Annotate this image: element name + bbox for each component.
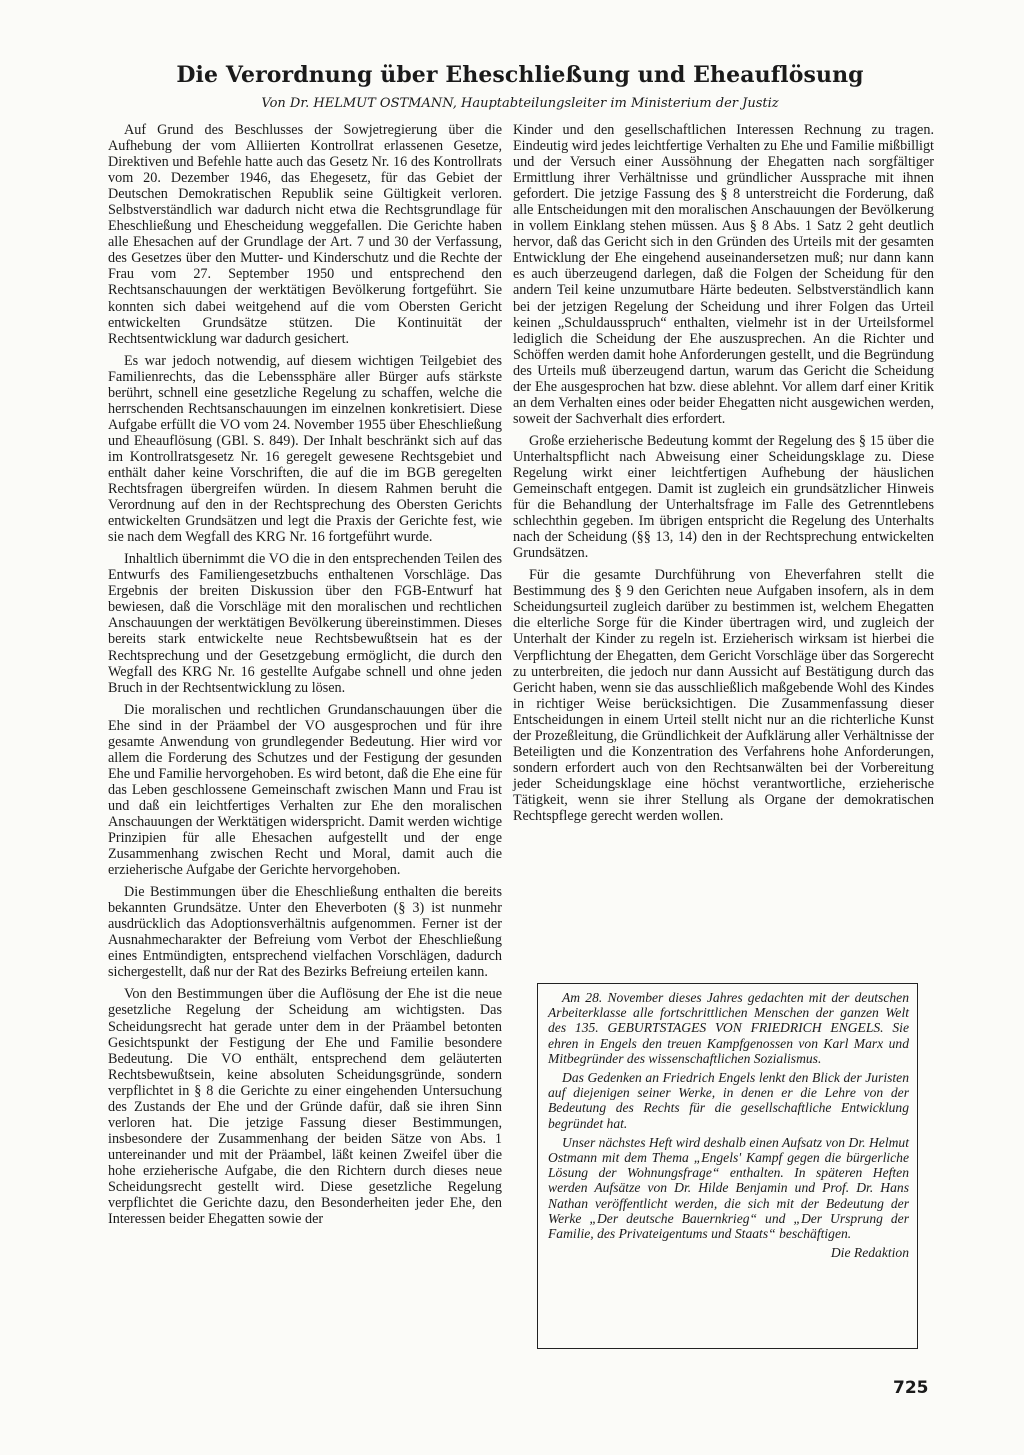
paragraph: Die moralischen und rechtlichen Grundanschauungen über die Ehe sind in der Präambel der VO ausgesprochen und für ihre gesamte Anwendung von grundlegender Bedeutung. Hier wird vor allem die Forderung des Schutzes und der Festigung der gesunden Ehe und Familie hervorgehoben. Es wird betont, daß die Ehe eine für das Leben geschlossene Gemeinschaft zwischen Mann und Frau ist und daß ein leichtfertiges Verhalten zur Ehe den moralischen Anschauungen der Werktätigen widerspricht. Damit werden wichtige Prinzipien für alle Ehesachen aufgestellt und der enge Zusammenhang zwischen Recht und Moral, damit auch die erzieherische Aufgabe der Gerichte hervorgehoben. [108,701,502,879]
notice-paragraph: Unser nächstes Heft wird deshalb einen Aufsatz von Dr. Helmut Ostmann mit dem Thema „Engels' Kampf gegen die bürgerliche Lösung der Wohnungsfrage“ enthalten. In späteren Heften werden Aufsätze von Dr. Hilde Benjamin und Prof. Dr. Hans Nathan veröffentlicht werden, die sich mit der Bedeutung der Werke „Der deutsche Bauernkrieg“ und „Der Ursprung der Familie, des Privateigentums und Staats“ beschäftigen. [548,1134,909,1242]
paragraph: Es war jedoch notwendig, auf diesem wichtigen Teilgebiet des Familienrechts, das die Lebenssphäre aller Bürger aufs stärkste berührt, schnell eine gesetzliche Regelung zu schaffen, welche die herrschenden Rechtsanschauungen im einzelnen konkretisiert. Diese Aufgabe erfüllt die VO vom 24. November 1955 über Eheschließung und Eheauflösung (GBl. S. 849). Der Inhalt beschränkt sich auf das im Kontrollratsgesetz Nr. 16 geregelt gewesene Rechtsgebiet und enthält daher keine Vorschriften, die auf die im BGB geregelten Rechtsfragen übergreifen würden. In diesem Rahmen beruht die Verordnung auf den in der Rechtsprechung des Obersten Gerichts entwickelten Grundsätzen und legt die Praxis der Gerichte fest, wie sie nach dem Wegfall des KRG Nr. 16 fortgeführt wurde. [108,352,502,546]
editorial-notice-box [537,983,918,1349]
left-column [108,122,502,1233]
notice-paragraph: Am 28. November dieses Jahres gedachten mit der deutschen Arbeiterklasse alle fortschrittlichen Menschen der ganzen Welt des 135. GEBURTSTAGES VON FRIEDRICH ENGELS. Sie ehren in Engels den treuen Kampfgenossen von Karl Marx und Mitbegründer des wissenschaftlichen Sozialismus. [548,990,909,1066]
notice-signature: Die Redaktion [830,1245,909,1261]
paragraph: Große erzieherische Bedeutung kommt der Regelung des § 15 über die Unterhaltspflicht nach Abweisung einer Scheidungsklage zu. Diese Regelung wirkt einer leichtfertigen Aufhebung der häuslichen Gemeinschaft entgegen. Damit ist zugleich ein grundsätzlicher Hinweis für die Behandlung der Unterhaltsfrage im Falle des Getrenntlebens schlechthin gegeben. Im übrigen entspricht die Regelung des Unterhalts nach der Scheidung (§§ 13, 14) den in der Rechtsprechung entwickelten Grundsätzen. [513,432,934,562]
paragraph: Kinder und den gesellschaftlichen Interessen Rechnung zu tragen. Eindeutig wird jedes leichtfertige Verhalten zu Ehe und Familie mißbilligt und der Versuch einer Aussöhnung der Ehegatten nach sorgfältiger Ermittlung ihrer Verhältnisse und gründlicher Aussprache mit ihnen gefordert. Die jetzige Fassung des § 8 unterstreicht die Forderung, daß alle Entscheidungen mit den moralischen Anschauungen der Bevölkerung in vollem Einklang stehen müssen. Aus § 8 Abs. 1 Satz 2 geht deutlich hervor, daß das Gericht sich in den Gründen des Urteils mit der gesamten Entwicklung der Ehe eingehend auseinandersetzen muß; nur dann kann es auch überzeugend darlegen, daß die Folgen der Scheidung für den andern Teil keine unzumutbare Härte bedeuten. Selbstverständlich kann bei der jetzigen Regelung der Scheidung und ihrer Folgen das Urteil keinen „Schuldausspruch“ enthalten, vielmehr ist in der Urteilsformel lediglich die Scheidung der Ehe auszusprechen. An die Richter und Schöffen werden damit hohe Anforderungen gestellt, und die Begründung des Urteils muß überzeugend dartun, warum das Gericht die Scheidung der Ehe ausgesprochen hat bzw. diese ablehnt. Vor allem darf einer Kritik an dem Verhalten eines oder beider Ehegatten nicht ausgewichen werden, soweit der Sachverhalt dies erfordert. [513,122,934,427]
article-title: Die Verordnung über Eheschließung und Eheauflösung [176,62,864,88]
paragraph: Inhaltlich übernimmt die VO die in den entsprechenden Teilen des Entwurfs des Familiengesetzbuchs enthaltenen Vorschläge. Das Ergebnis der breiten Diskussion über den FGB-Entwurf hat bewiesen, daß die Vorschläge mit den moralischen und rechtlichen Anschauungen der werktätigen Bevölkerung übereinstimmen. Dieses bereits stark entwickelte neue Rechtsbewußtsein hat es der Rechtsprechung und der Gesetzgebung ermöglicht, die durch den Wegfall des KRG Nr. 16 gestellte Aufgabe schnell und ohne jeden Bruch in der Rechtsentwicklung zu lösen. [108,551,502,696]
paragraph: Für die gesamte Durchführung von Eheverfahren stellt die Bestimmung des § 9 den Gerichten neue Aufgaben insofern, als in dem Scheidungsurteil zugleich darüber zu bestimmen ist, welchem Ehegatten die elterliche Sorge für die Kinder übertragen wird, und zugleich der Unterhalt der Kinder zu regeln ist. Erzieherisch wirksam ist hierbei die Verpflichtung der Ehegatten, dem Gericht Vorschläge über das Sorgerecht zu unterbreiten, die jedoch nur dann Aussicht auf Bestätigung durch das Gericht haben, wenn sie das ausschließlich maßgebende Wohl des Kindes in richtiger Weise berücksichtigen. Die Zusammenfassung dieser Entscheidungen in einem Urteil stellt nicht nur an die richterliche Kunst der Prozeßleitung, die Gründlichkeit der Aufklärung aller Verhältnisse der Beteiligten und die Konzentration des Verfahrens hohe Anforderungen, sondern erfordert auch von den Rechtsanwälten bei der Vorbereitung jeder Scheidungsklage eine höchst verantwortliche, erzieherische Tätigkeit, wenn sie ihrer Stellung als Organe der demokratischen Rechtspflege gerecht werden wollen. [513,567,934,824]
page-number: 725 [893,1378,929,1398]
article-byline: Von Dr. HELMUT OSTMANN, Hauptabteilungsleiter im Ministerium der Justiz [261,96,779,111]
paragraph: Von den Bestimmungen über die Auflösung der Ehe ist die neue gesetzliche Regelung der Scheidung am wichtigsten. Das Scheidungsrecht hat gerade unter dem in der Präambel betonten Gesichtspunkt der Festigung der Ehe und Familie besondere Bedeutung. Die VO enthält, entsprechend dem geläuterten Rechtsbewußtsein, keine absoluten Scheidungsgründe, sondern verpflichtet in § 8 die Gerichte zu einer eingehenden Untersuchung des Zustands der Ehe und der Gründe dafür, daß sie ihren Sinn verloren hat. Die jetzige Fassung dieser Bestimmungen, insbesondere der Zusammenhang der beiden Sätze von Abs. 1 untereinander und mit der Präambel, läßt keinen Zweifel über die hohe erzieherische Aufgabe, die den Richtern durch dieses neue Scheidungsrecht gestellt wird. Diese gesetzliche Regelung verpflichtet die Gerichte dazu, den Besonderheiten jeder Ehe, den Interessen beider Ehegatten sowie der [108,986,502,1228]
paragraph: Auf Grund des Beschlusses der Sowjetregierung über die Aufhebung der vom Alliierten Kontrollrat erlassenen Gesetze, Direktiven und Befehle hatte auch das Gesetz Nr. 16 des Kontrollrats vom 20. Dezember 1946, das Ehegesetz, für das Gebiet der Deutschen Demokratischen Republik seine Gültigkeit verloren. Selbstverständlich war dadurch nicht etwa die Rechtsgrundlage für Eheschließung und Ehescheidung weggefallen. Die Gerichte haben alle Ehesachen auf der Grundlage der Art. 7 und 30 der Verfassung, des Gesetzes über den Mutter- und Kinderschutz und die Rechte der Frau vom 27. September 1950 und entsprechend den Rechtsanschauungen der werktätigen Bevölkerung fortgeführt. Sie konnten sich dabei weitgehend auf die vom Obersten Gericht entwickelten Grundsätze stützen. Die Kontinuität der Rechtsentwicklung war dadurch gesichert. [108,122,502,347]
notice-paragraph: Das Gedenken an Friedrich Engels lenkt den Blick der Juristen auf diejenigen seiner Werke, in denen er die Lehre von der Bedeutung des Rechts für die gesellschaftliche Entwicklung begründet hat. [548,1070,909,1131]
paragraph: Die Bestimmungen über die Eheschließung enthalten die bereits bekannten Grundsätze. Unter den Eheverboten (§ 3) ist nunmehr ausdrücklich das Adoptionsverhältnis aufgenommen. Ferner ist der Ausnahmecharakter der Befreiung vom Verbot der Eheschließung eines Entmündigten, entsprechend vielfachen Vorschlägen, dadurch sichergestellt, daß nur der Rat des Bezirks Befreiung erteilen kann. [108,884,502,981]
right-column [513,122,934,830]
